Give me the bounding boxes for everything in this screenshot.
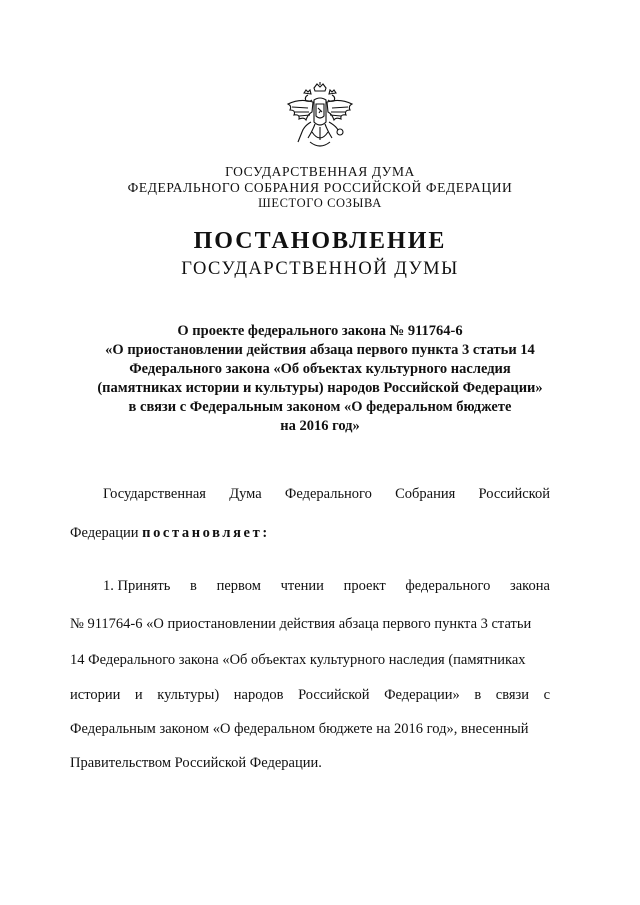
item1-line-3: 14 Федерального закона «Об объектах культурного наследия (памятниках: [70, 652, 526, 668]
document-title: ПОСТАНОВЛЕНИЕ: [193, 228, 447, 254]
item1-line-4: [70, 687, 550, 704]
preamble-federation: Федерации: [70, 525, 139, 541]
item1-line-6: Правительством Российской Федерации.: [70, 755, 322, 771]
item1-word: с: [543, 687, 550, 703]
subject-line-4: (памятниках истории и культуры) народов Российской Федерации»: [97, 380, 543, 396]
org-name-line2: ФЕДЕРАЛЬНОГО СОБРАНИЯ РОССИЙСКОЙ ФЕДЕРАЦИИ: [127, 180, 513, 195]
subject-line-6: на 2016 год»: [280, 418, 360, 434]
item1-word: и: [134, 687, 143, 703]
item1-word: Российской: [298, 687, 370, 703]
preamble-word: Российской: [478, 486, 550, 502]
preamble-word: Дума: [229, 486, 262, 502]
item1-word: истории: [70, 687, 121, 703]
convocation-line: ШЕСТОГО СОЗЫВА: [258, 196, 382, 210]
preamble-word: Собрания: [395, 486, 456, 502]
subject-line-2: «О приостановлении действия абзаца первого пункта 3 статьи 14: [105, 342, 535, 358]
item1-word: проект: [343, 578, 386, 594]
subject-line-5: в связи с Федеральным законом «О федеральном бюджете: [128, 399, 512, 415]
item1-word: народов: [233, 687, 284, 703]
document-subtitle: ГОСУДАРСТВЕННОЙ ДУМЫ: [181, 259, 459, 279]
item1-word: чтении: [280, 578, 324, 594]
item1-line-1: [103, 578, 550, 595]
preamble-word: Государственная: [103, 486, 206, 502]
item1-word: закона: [510, 578, 550, 594]
item1-word: в: [190, 578, 197, 594]
double-headed-eagle-emblem-icon: [284, 82, 356, 150]
preamble-word: Федерального: [284, 486, 372, 502]
item1-word: связи: [495, 687, 530, 703]
item1-word: культуры): [157, 687, 220, 703]
subject-line-1: О проекте федерального закона № 911764-6: [177, 323, 463, 339]
item1-line-2: № 911764-6 «О приостановлении действия абзаца первого пункта 3 статьи: [70, 616, 532, 632]
item1-word: Федерации»: [384, 687, 460, 703]
item1-word: 1. Принять: [103, 578, 171, 594]
decree-word: постановляет:: [142, 525, 270, 541]
preamble-line-1: [103, 486, 550, 503]
item1-word: в: [474, 687, 482, 703]
subject-line-3: Федерального закона «Об объектах культурного наследия: [129, 361, 511, 377]
item1-word: первом: [216, 578, 261, 594]
item1-line-5: Федеральным законом «О федеральном бюджете на 2016 год», внесенный: [70, 721, 529, 737]
preamble-line-2: [70, 525, 270, 542]
org-name-line1: ГОСУДАРСТВЕННАЯ ДУМА: [225, 164, 415, 179]
item1-word: федерального: [405, 578, 491, 594]
